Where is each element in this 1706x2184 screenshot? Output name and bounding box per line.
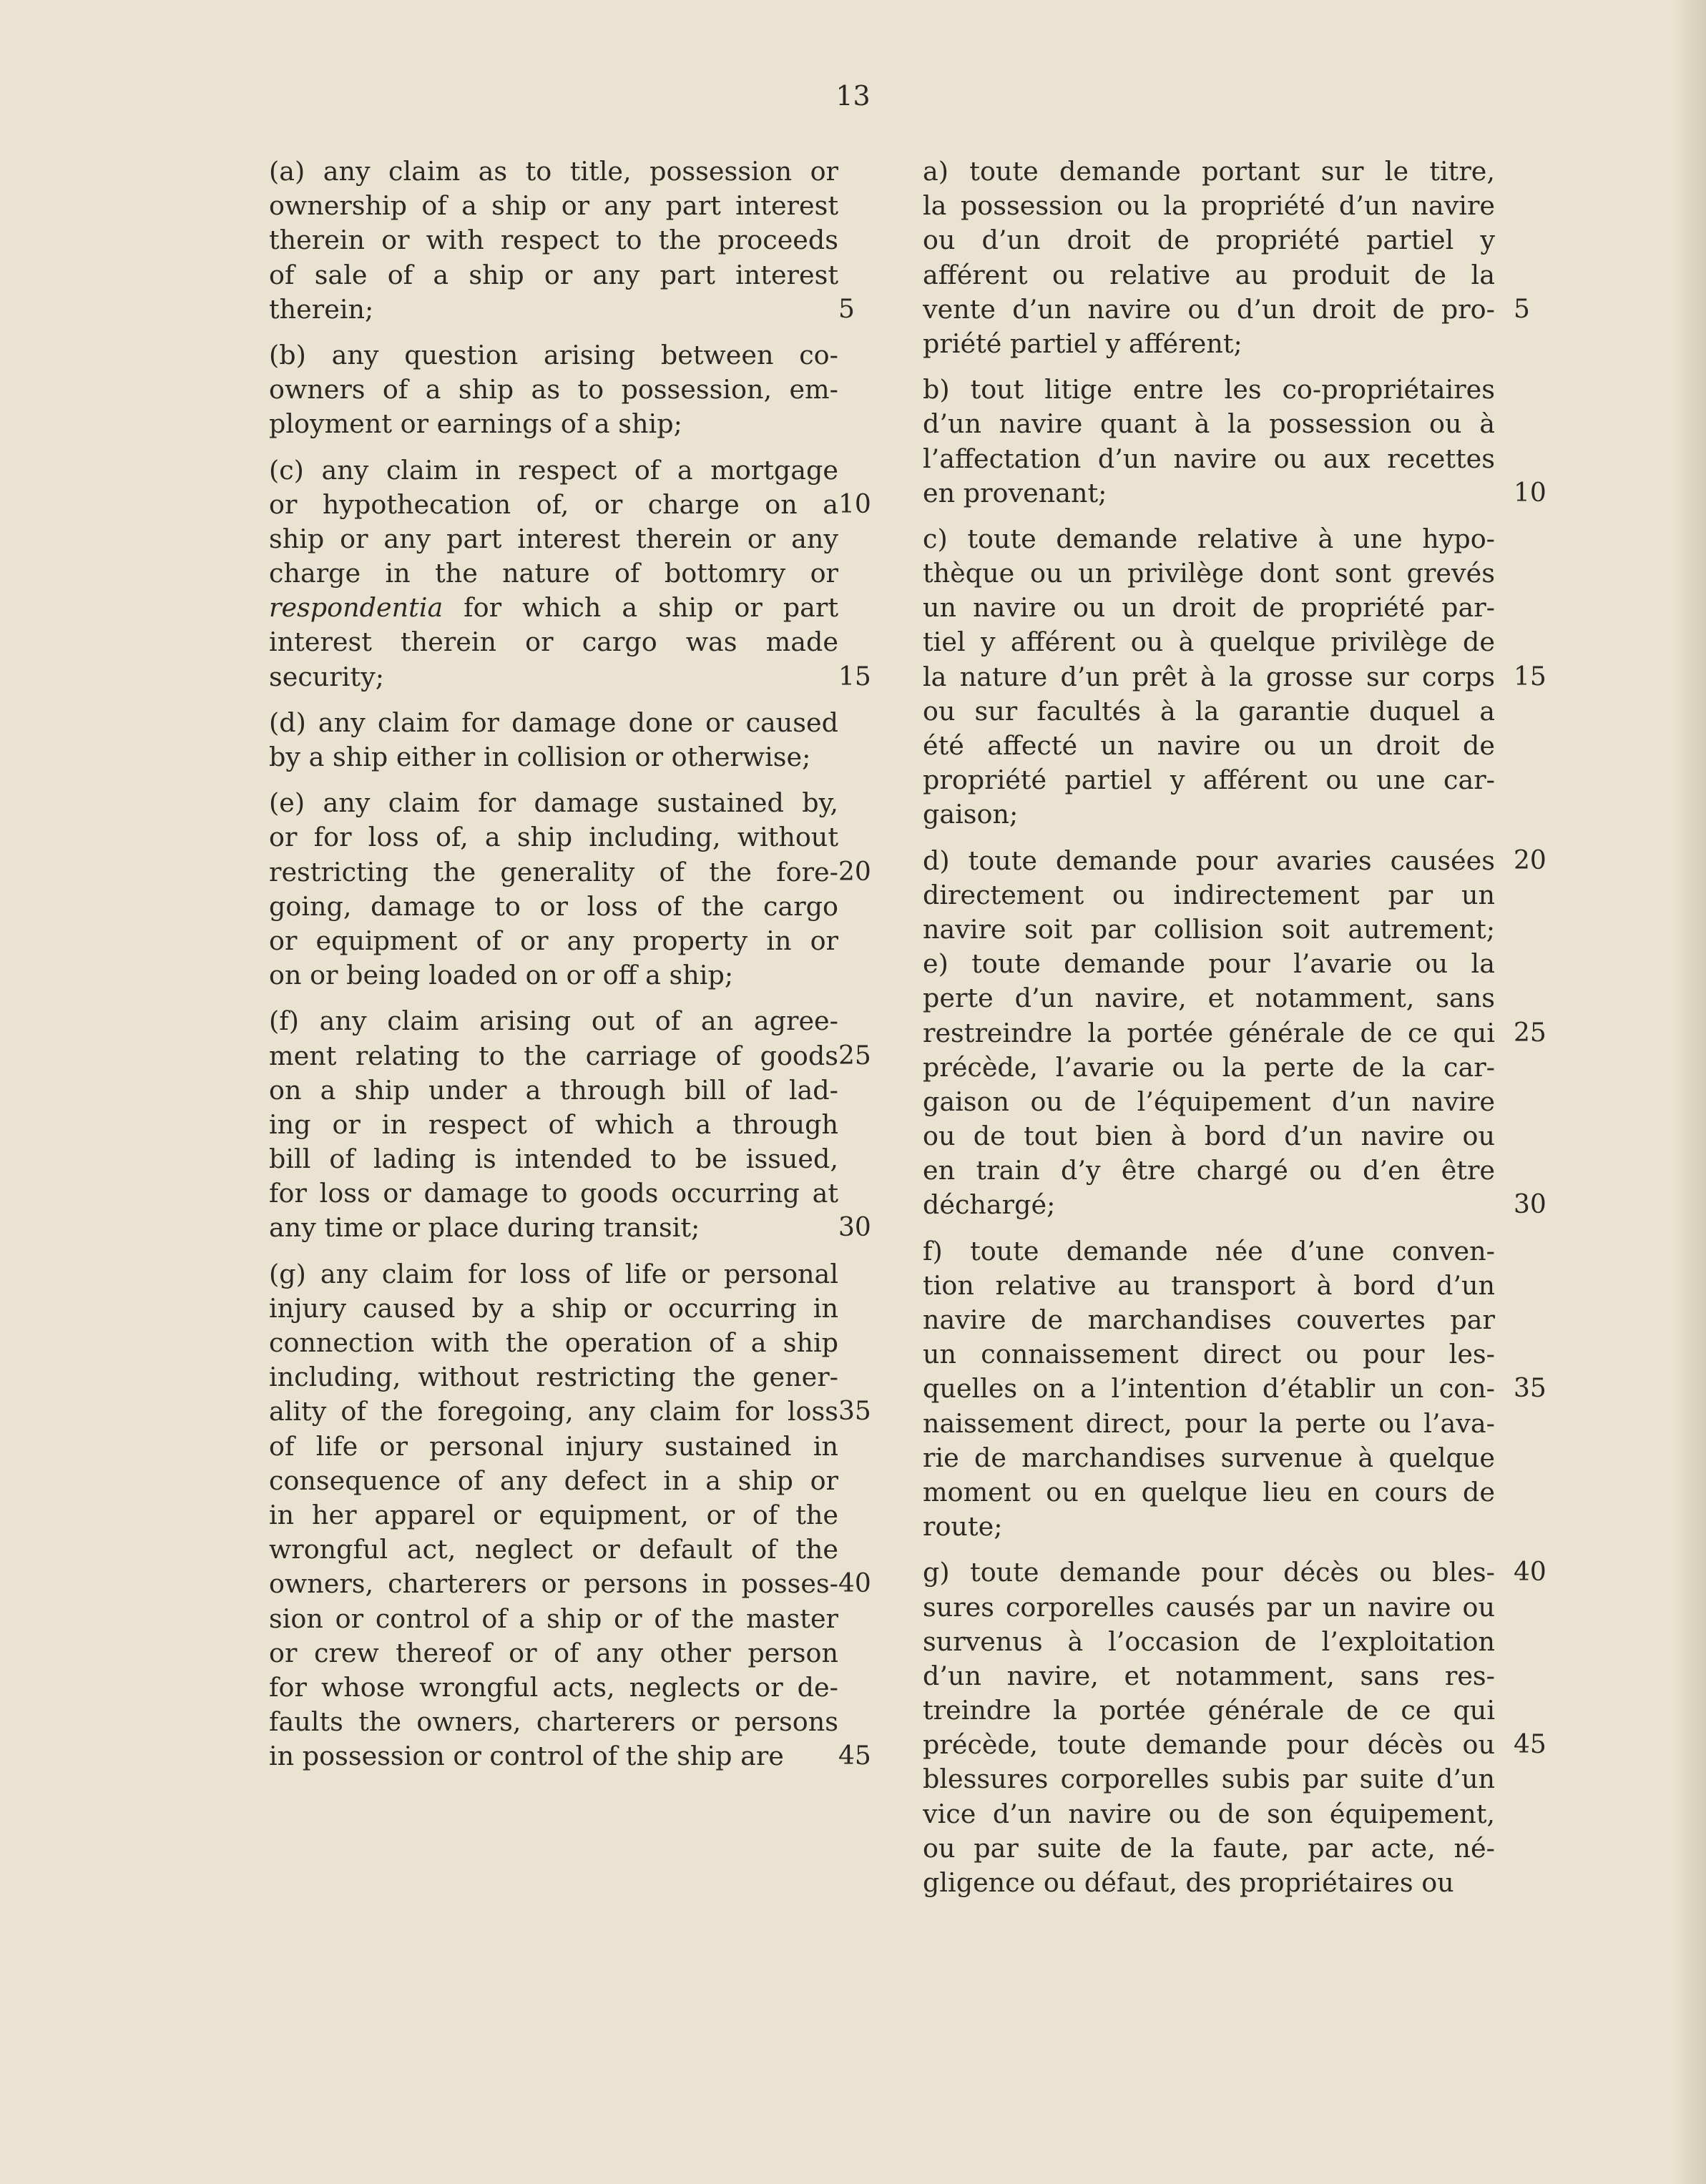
french-text-line: gligence ou défaut, des propriétaires ou [923, 1867, 1454, 1898]
english-paragraph [269, 706, 838, 774]
english-text-line: respondentia for which a ship or part [269, 592, 838, 624]
english-text-line: or crew thereof or of any other person [269, 1637, 838, 1668]
french-paragraph [923, 1234, 1546, 1545]
line-number: 35 [838, 1397, 871, 1427]
french-paragraph [923, 154, 1530, 361]
english-text-line: sion or control of a ship or of the master [269, 1603, 838, 1634]
french-paragraph [923, 522, 1546, 832]
french-text-line: la nature d’un prêt à la grosse sur corps [923, 661, 1495, 692]
line-number: 15 [838, 661, 871, 692]
french-text-line: thèque ou un privilège dont sont grevés [923, 558, 1495, 589]
line-number: 35 [1514, 1374, 1546, 1404]
english-text-line: wrongful act, neglect or default of the [269, 1534, 838, 1565]
french-text-line: ou par suite de la faute, par acte, né- [923, 1832, 1495, 1864]
english-paragraph [269, 154, 855, 327]
french-text-line: précède, toute demande pour décès ou [923, 1729, 1495, 1761]
english-text-line: (e) any claim for damage sustained by, [269, 787, 838, 819]
line-number: 45 [838, 1741, 871, 1771]
english-text-line: connection with the operation of a ship [269, 1327, 838, 1358]
english-text-line: any time or place during transit; [269, 1212, 700, 1244]
line-number: 30 [838, 1213, 871, 1243]
english-text-line: owners of a ship as to possession, em- [269, 374, 838, 405]
french-text-line: la possession ou la propriété d’un navire [923, 190, 1495, 222]
french-text-line: treindre la portée générale de ce qui [923, 1695, 1495, 1726]
english-text-line: (a) any claim as to title, possession or [269, 156, 838, 187]
french-text-line: d) toute demande pour avaries causées [923, 845, 1495, 876]
french-text-line: été affecté un navire ou un droit de [923, 730, 1495, 761]
line-number: 5 [1514, 294, 1530, 324]
english-paragraph [269, 453, 871, 694]
english-text-line: (b) any question arising between co- [269, 339, 838, 370]
english-text-line: ing or in respect of which a through [269, 1108, 838, 1140]
line-number: 20 [838, 857, 871, 887]
english-text-line: for whose wrongful acts, neglects or de- [269, 1671, 838, 1703]
french-text-line: ou de tout bien à bord d’un navire ou [923, 1121, 1495, 1152]
line-number: 10 [838, 489, 871, 519]
french-text-line: quelles on a l’intention d’établir un con- [923, 1373, 1495, 1405]
english-paragraph [269, 786, 871, 993]
line-number: 40 [838, 1569, 871, 1599]
english-text-line: owners, charterers or persons in posses- [269, 1568, 838, 1600]
english-text-line: in possession or control of the ship are [269, 1741, 784, 1772]
english-text-line: going, damage to or loss of the cargo [269, 890, 838, 922]
french-text-line: en provenant; [923, 477, 1107, 508]
french-text-line: navire soit par collision soit autrement; [923, 913, 1495, 945]
line-number: 10 [1514, 478, 1546, 508]
english-text-line: ployment or earnings of a ship; [269, 408, 682, 440]
french-text-line: propriété partiel y afférent ou une car- [923, 764, 1495, 796]
line-number: 30 [1514, 1190, 1546, 1220]
english-text-line: therein or with respect to the proceeds [269, 225, 838, 256]
page-number: 13 [835, 80, 871, 112]
english-text-line: therein; [269, 293, 374, 325]
english-text-line: by a ship either in collision or otherwise; [269, 742, 811, 772]
french-text-line: ou sur facultés à la garantie duquel a [923, 695, 1495, 727]
english-text-line: or for loss of, a ship including, without [269, 822, 838, 853]
french-text-line: f) toute demande née d’une conven- [923, 1235, 1495, 1266]
english-text-line: (f) any claim arising out of an agree- [269, 1005, 838, 1037]
line-number: 25 [1514, 1018, 1546, 1048]
english-text-line: injury caused by a ship or occurring in [269, 1292, 838, 1324]
french-text-line: b) tout litige entre les co-propriétaires [923, 374, 1495, 405]
english-text-line: faults the owners, charterers or persons [269, 1706, 838, 1738]
french-text-line: route; [923, 1511, 1003, 1543]
english-text-line: or hypothecation of, or charge on a [269, 488, 838, 520]
french-text-line: précède, l’avarie ou la perte de la car- [923, 1051, 1495, 1083]
english-text-line: ship or any part interest therein or any [269, 523, 838, 554]
french-text-line: tiel y afférent ou à quelque privilège de [923, 626, 1495, 658]
french-text-line: déchargé; [923, 1189, 1056, 1221]
french-text-line: gaison ou de l’équipement d’un navire [923, 1086, 1495, 1117]
english-text-line: including, without restricting the gener- [269, 1362, 838, 1393]
french-text-line: restreindre la portée générale de ce qui [923, 1017, 1495, 1048]
french-text-line: blessures corporelles subis par suite d’un [923, 1764, 1495, 1795]
french-paragraph [923, 373, 1546, 511]
page-edge-shadow [1672, 0, 1706, 2184]
french-text-line: perte d’un navire, et notamment, sans [923, 983, 1495, 1014]
english-text-line: security; [269, 661, 384, 692]
french-text-line: priété partiel y afférent; [923, 328, 1242, 359]
french-text-line: directement ou indirectement par un [923, 879, 1495, 910]
english-text-line: interest therein or cargo was made [269, 626, 838, 658]
french-text-line: en train d’y être chargé ou d’en être [923, 1155, 1495, 1186]
french-text-line: rie de marchandises survenue à quelque [923, 1442, 1495, 1473]
french-text-line: g) toute demande pour décès ou bles- [923, 1557, 1495, 1588]
english-text-line: of sale of a ship or any part interest [269, 259, 838, 290]
french-text-line: a) toute demande portant sur le titre, [923, 156, 1495, 187]
english-text-line: consequence of any defect in a ship or [269, 1465, 838, 1496]
english-text-line: for loss or damage to goods occurring at [269, 1178, 838, 1209]
french-text-line: ou d’un droit de propriété partiel y [923, 225, 1495, 256]
line-number: 25 [838, 1041, 871, 1071]
english-text-line: bill of lading is intended to be issued, [269, 1143, 838, 1175]
line-number: 45 [1514, 1730, 1546, 1760]
french-text-line: un connaissement direct ou pour les- [923, 1339, 1495, 1370]
french-text-line: moment ou en quelque lieu en cours de [923, 1476, 1495, 1507]
line-number: 5 [838, 294, 855, 324]
english-text-line: ownership of a ship or any part interest [269, 190, 838, 222]
english-text-line: ment relating to the carriage of goods [269, 1040, 838, 1071]
french-text-line: afférent ou relative au produit de la [923, 259, 1495, 290]
english-text-line: (d) any claim for damage done or caused [269, 707, 838, 738]
french-paragraph [923, 1555, 1546, 1900]
english-text-line: restricting the generality of the fore- [269, 856, 838, 887]
french-text-line: tion relative au transport à bord d’un [923, 1269, 1495, 1301]
french-text-line: un navire ou un droit de propriété par- [923, 592, 1495, 624]
french-text-line: l’affectation d’un navire ou aux recettes [923, 443, 1495, 474]
english-paragraph [269, 1004, 871, 1245]
french-text-line: d’un navire, et notamment, sans res- [923, 1660, 1495, 1691]
english-text-line: on a ship under a through bill of lad- [269, 1074, 838, 1106]
english-paragraph [269, 1257, 871, 1774]
french-text-line: d’un navire quant à la possession ou à [923, 408, 1495, 440]
french-paragraph [923, 844, 1546, 1223]
french-text-line: navire de marchandises couvertes par [923, 1304, 1495, 1335]
english-text-line: charge in the nature of bottomry or [269, 558, 838, 589]
line-number: 40 [1514, 1558, 1546, 1588]
french-text-line: e) toute demande pour l’avarie ou la [923, 948, 1495, 980]
line-number: 15 [1514, 661, 1546, 692]
english-column [269, 154, 871, 1785]
english-text-line: (g) any claim for loss of life or personal [269, 1258, 838, 1289]
english-paragraph [269, 338, 838, 442]
french-text-line: vente d’un navire ou d’un droit de pro- [923, 293, 1495, 325]
french-column [923, 154, 1546, 1912]
english-text-line: (c) any claim in respect of a mortgage [269, 454, 838, 486]
french-text-line: survenus à l’occasion de l’exploitation [923, 1625, 1495, 1657]
french-text-line: sures corporelles causés par un navire ou [923, 1591, 1495, 1623]
line-number: 20 [1514, 845, 1546, 875]
english-text-line: ality of the foregoing, any claim for loss [269, 1396, 838, 1427]
english-text-line: in her apparel or equipment, or of the [269, 1499, 838, 1530]
french-text-line: c) toute demande relative à une hypo- [923, 523, 1495, 554]
french-text-line: naissement direct, pour la perte ou l’ava- [923, 1407, 1495, 1439]
french-text-line: gaison; [923, 799, 1019, 830]
french-text-line: vice d’un navire ou de son équipement, [923, 1798, 1495, 1829]
english-text-line: or equipment of or any property in or [269, 925, 838, 956]
english-text-line: on or being loaded on or off a ship; [269, 960, 734, 991]
english-text-line: of life or personal injury sustained in [269, 1430, 838, 1462]
